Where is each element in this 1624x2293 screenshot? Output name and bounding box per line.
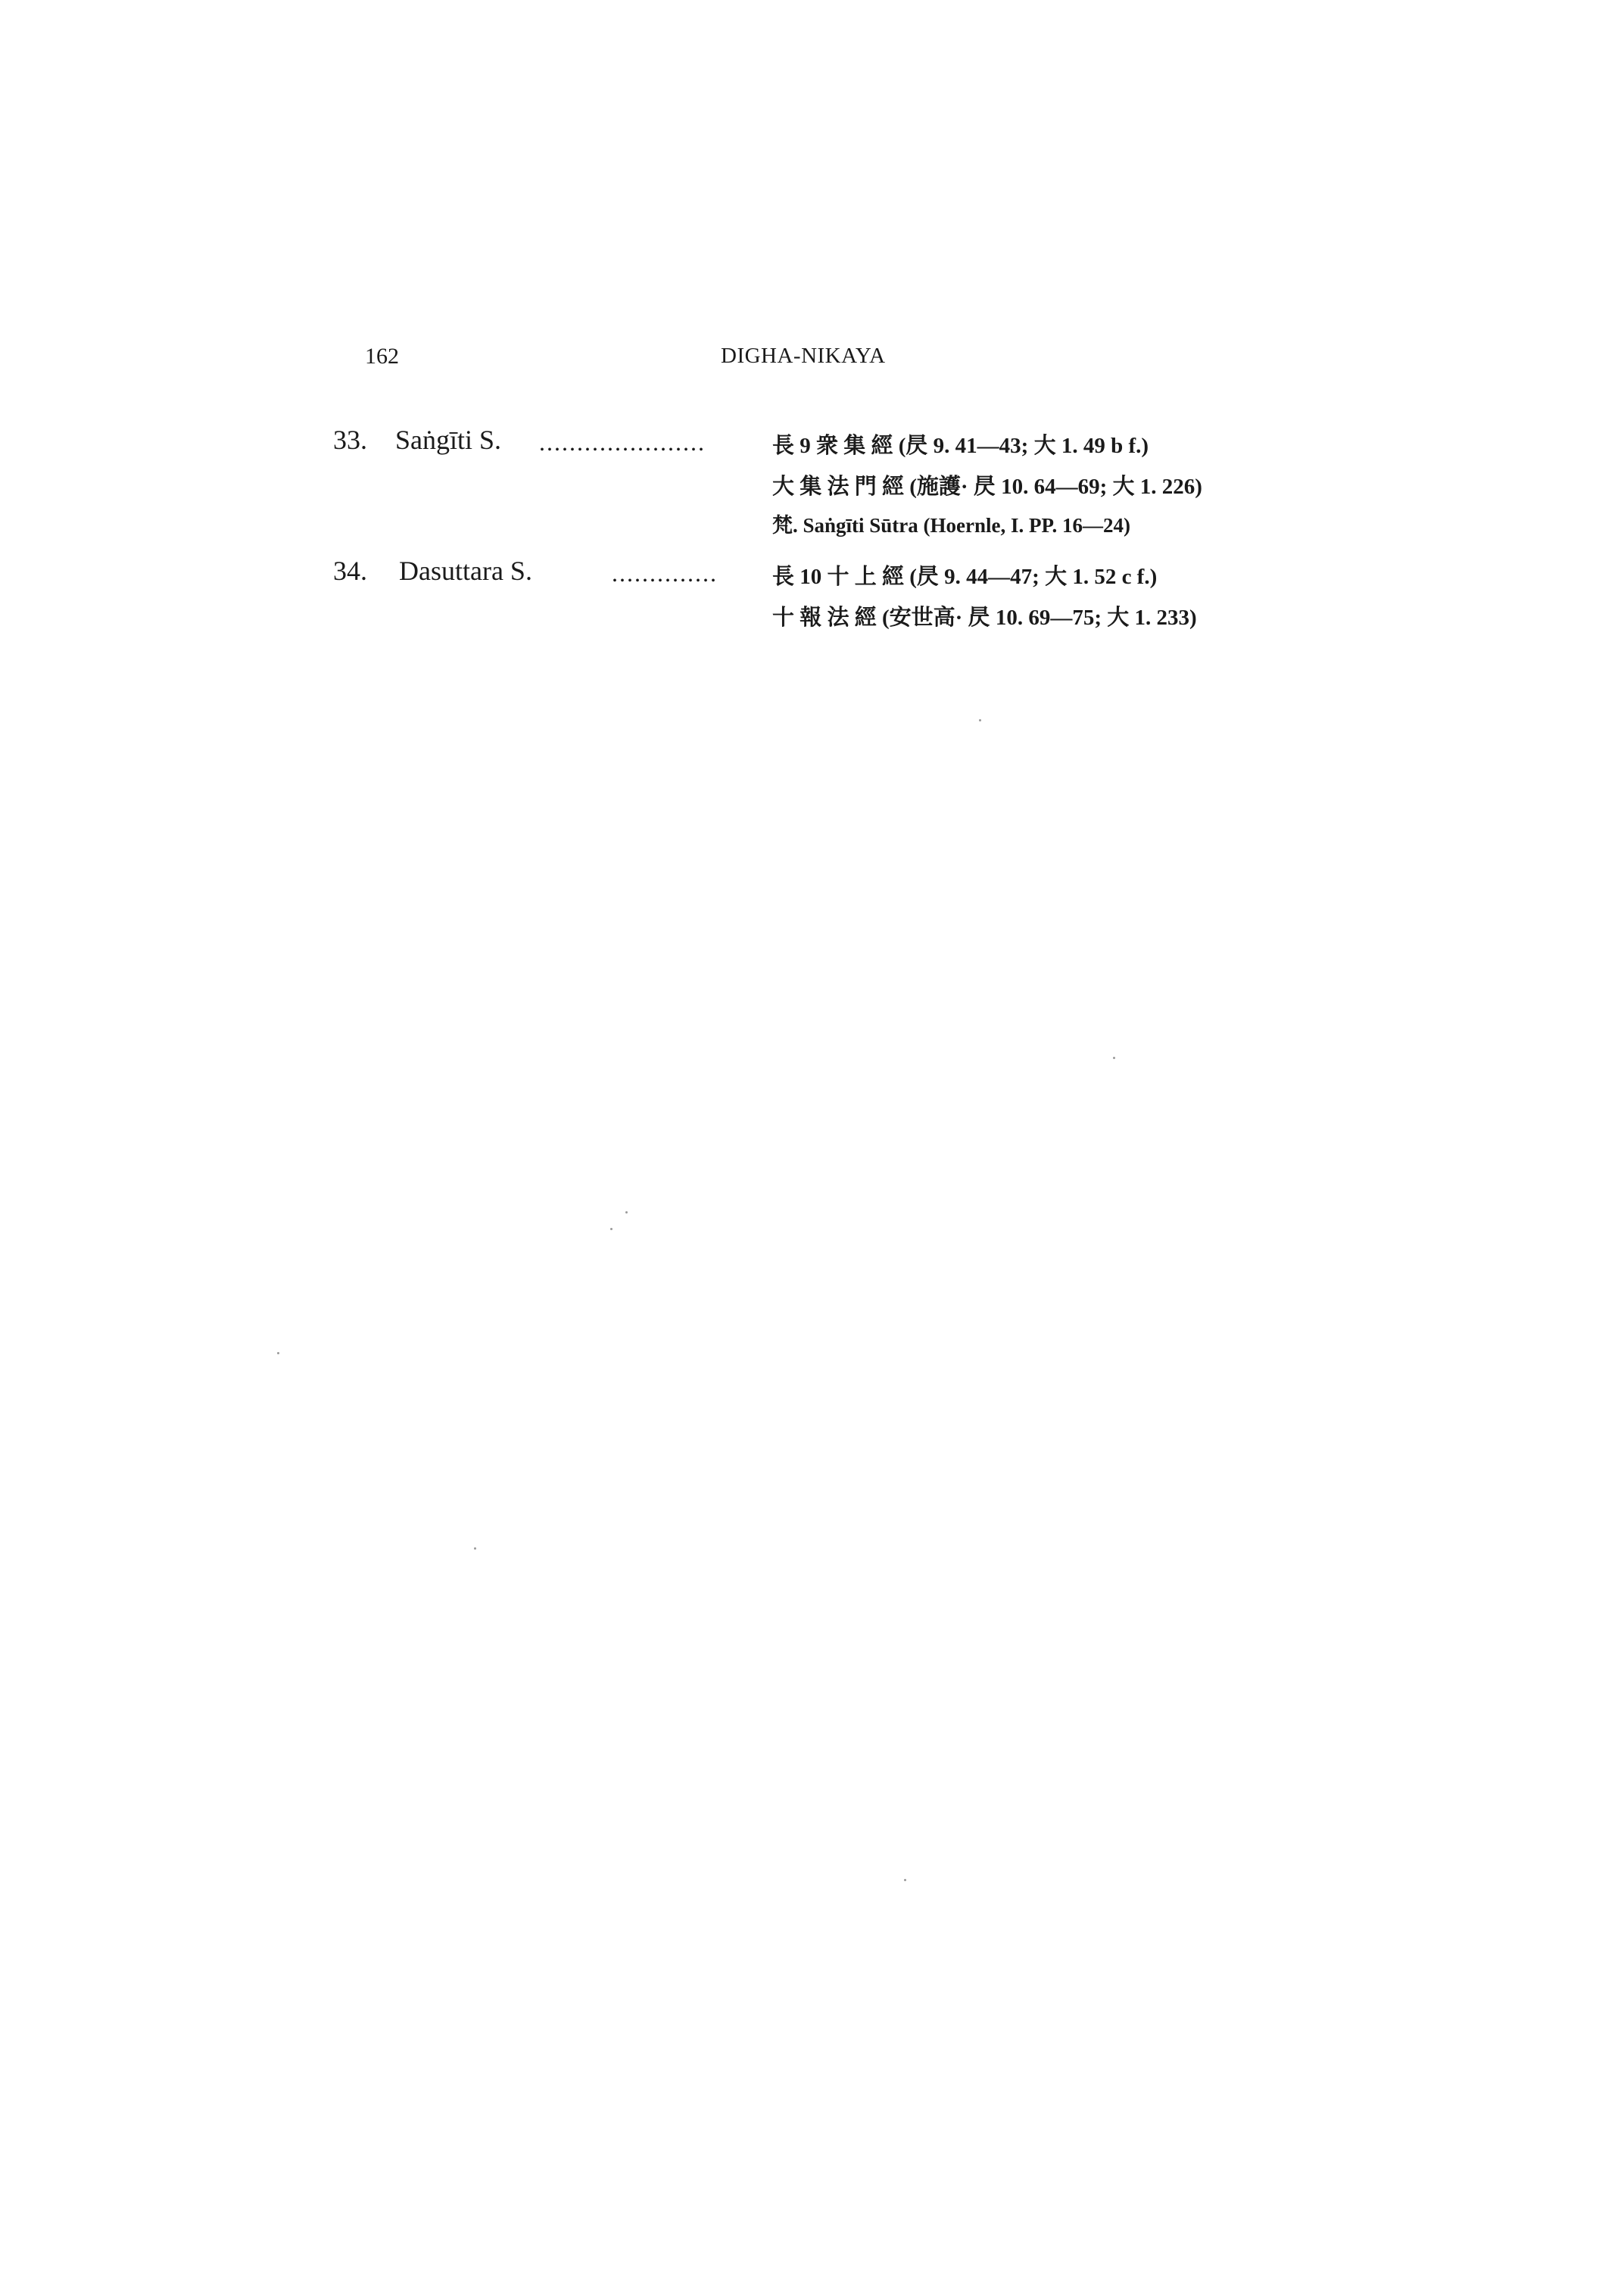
scan-speck [277,1352,279,1354]
dot-leader: .............. [612,559,718,587]
entry-title: Dasuttara S. [399,556,532,586]
scan-speck [979,719,981,721]
entry-number: 33. [333,425,367,455]
dot-leader: ...................... [539,428,706,456]
reference-line: 長 10 十 上 經 (昃 9. 44—47; 大 1. 52 c f.) [772,565,1158,589]
scan-speck [625,1211,628,1213]
reference-line: 大 集 法 門 經 (施護· 昃 10. 64—69; 大 1. 226) [772,475,1202,499]
reference-line: 梵. Saṅgīti Sūtra (Hoernle, I. PP. 16—24) [772,514,1131,537]
reference-line: 長 9 衆 集 經 (昃 9. 41—43; 大 1. 49 b f.) [772,434,1149,458]
entry-title: Saṅgīti S. [395,425,502,455]
scan-speck [1113,1057,1115,1059]
reference-line: 十 報 法 經 (安世高· 昃 10. 69—75; 大 1. 233) [772,606,1197,630]
scan-speck [610,1228,613,1230]
running-head: DIGHA-NIKAYA [721,344,886,368]
scan-speck [904,1879,906,1881]
entry-number: 34. [333,556,367,586]
scan-speck [474,1547,476,1550]
page-number: 162 [365,344,399,369]
